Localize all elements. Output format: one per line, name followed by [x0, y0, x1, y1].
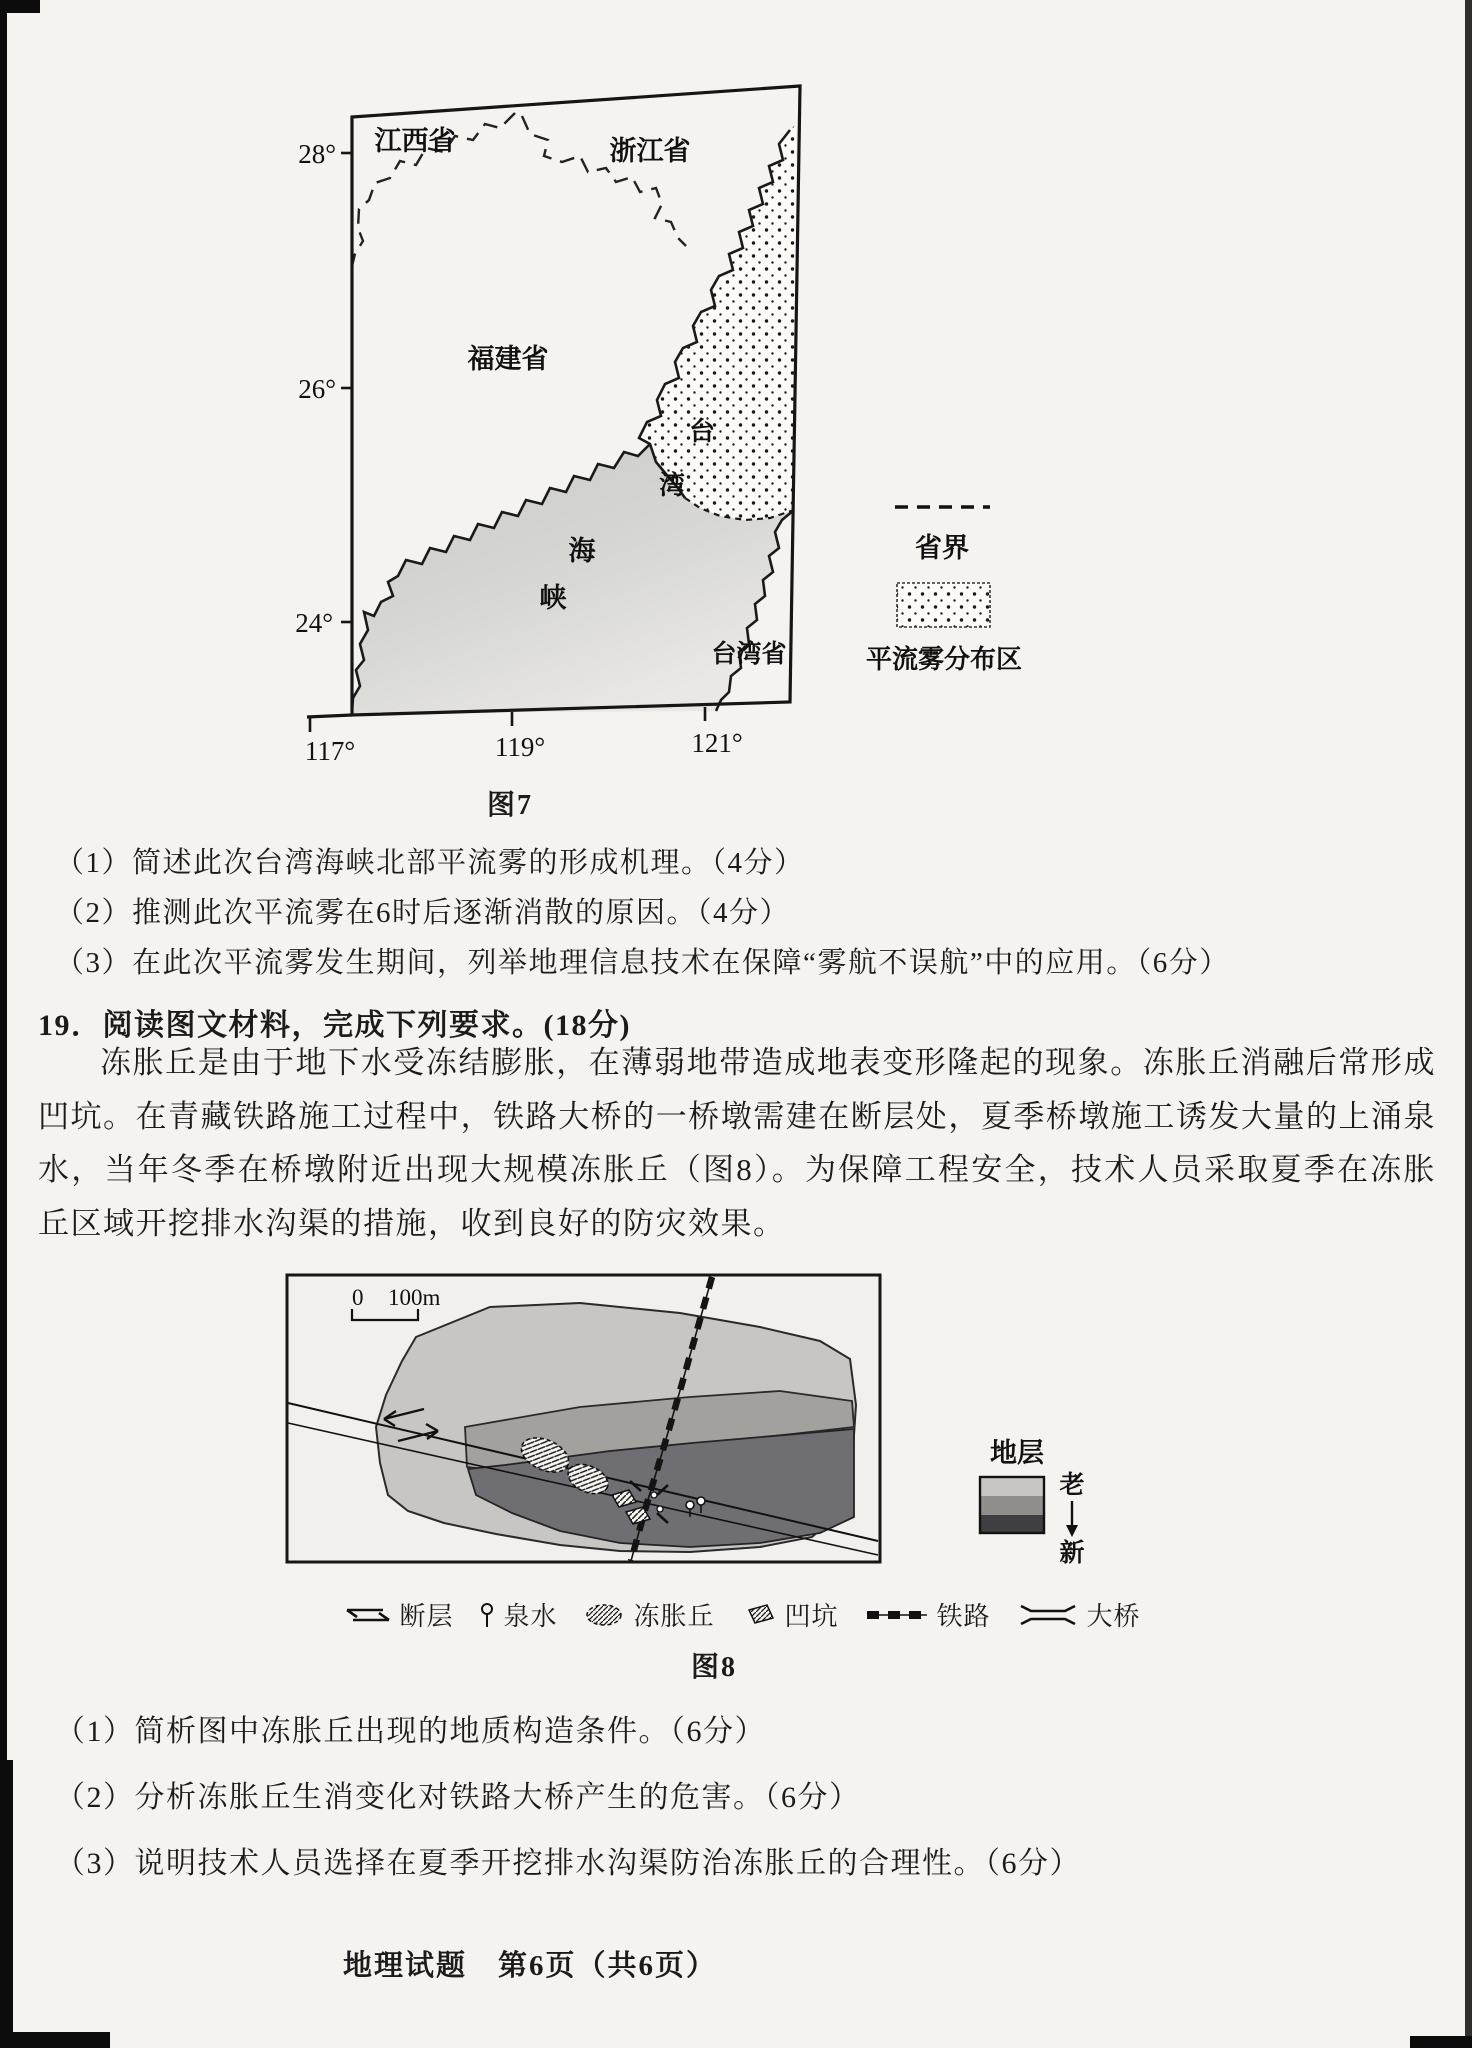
legend-label-frost-mound: 冻胀丘 — [633, 1602, 715, 1631]
legend-label-spring: 泉水 — [503, 1602, 558, 1631]
q19-item-3: （3）说明技术人员选择在夏季开挖排水沟渠防治冻胀丘的合理性。（6分） — [55, 1847, 1081, 1880]
legend-label-bridge: 大桥 — [1086, 1602, 1141, 1631]
label-jiangxi: 江西省 — [374, 126, 456, 156]
label-taiwan-province: 台湾省 — [711, 641, 787, 668]
strata-legend-old: 老 — [1059, 1472, 1085, 1499]
label-strait-xia: 峡 — [539, 583, 567, 613]
legend-boundary-label: 省界 — [915, 533, 969, 563]
q19-item-2: （2）分析冻胀丘生消变化对铁路大桥产生的危害。（6分） — [55, 1781, 861, 1814]
q18-item-1: （1）简述此次台湾海峡北部平流雾的形成机理。（4分） — [55, 847, 805, 879]
pit-icon — [741, 1602, 777, 1628]
legend-fog-sample — [897, 583, 990, 627]
frost-mound-icon — [583, 1601, 625, 1629]
scan-edge-left — [0, 0, 7, 2048]
scale-zero: 0 — [352, 1285, 364, 1310]
scan-edge-right — [1465, 0, 1472, 2048]
railway-icon — [865, 1607, 929, 1623]
legend-item-fault — [339, 1596, 453, 1633]
q19-passage: 冻胀丘是由于地下水受冻结膨胀，在薄弱地带造成地表变形隆起的现象。冻胀丘消融后常形成凹坑。在青藏铁路施工过程中，铁路大桥的一桥墩需建在断层处，夏季桥墩施工诱发大量的上涌泉水，当年冬季在桥墩附近出现大规模冻胀丘（图8）。为保障工程安全，技术人员采取夏季在冻胀丘区域开挖排水沟渠的措施，收到良好的防灾效果。 — [38, 1045, 1436, 1241]
legend-item-bridge — [1017, 1596, 1141, 1633]
spring-4 — [657, 1506, 663, 1512]
legend-item-frost-mound — [583, 1596, 714, 1633]
bottom-axis-overhang — [307, 715, 352, 717]
lon-label-119: 119° — [494, 732, 546, 762]
q18-item-2: （2）推测此次平流雾在6时后逐渐消散的原因。（4分） — [55, 897, 791, 929]
figure7-map — [230, 70, 1070, 770]
strata-legend-old-swatch — [980, 1477, 1044, 1496]
legend-fog-label: 平流雾分布区 — [865, 645, 1023, 674]
legend-label-railway: 铁路 — [936, 1602, 991, 1631]
scan-edge-topleft — [0, 0, 40, 13]
lon-label-121: 121° — [691, 728, 743, 758]
legend-label-fault: 断层 — [399, 1602, 454, 1631]
spring-3 — [651, 1492, 657, 1498]
scan-edge-bottomright — [1410, 2036, 1472, 2048]
figure8-caption: 图8 — [690, 1652, 737, 1683]
legend-item-spring — [479, 1596, 557, 1633]
lat-label-24: 24° — [295, 608, 333, 638]
lat-label-26: 26° — [298, 374, 336, 404]
bridge-icon — [1017, 1602, 1079, 1628]
label-strait-hai: 海 — [568, 536, 596, 566]
legend-item-railway — [865, 1596, 991, 1633]
strata-legend-title: 地层 — [990, 1438, 1044, 1468]
figure7-caption: 图7 — [486, 790, 533, 821]
spring-2 — [697, 1497, 705, 1505]
lat-label-28: 28° — [298, 139, 336, 169]
label-zhejiang: 浙江省 — [609, 136, 691, 166]
strata-legend-new-swatch — [980, 1515, 1044, 1533]
label-fujian: 福建省 — [467, 344, 549, 374]
fault-icon — [339, 1602, 391, 1628]
label-strait-tai: 台 — [688, 417, 716, 446]
strata-legend-arrowhead — [1066, 1525, 1078, 1537]
spring-icon — [479, 1601, 495, 1629]
q19-header: 19．阅读图文材料，完成下列要求。(18分) — [38, 1009, 631, 1042]
scan-edge-bottomleft — [0, 2032, 110, 2048]
figure8-map — [260, 1255, 1100, 1585]
q19-item-1: （1）简析图中冻胀丘出现的地质构造条件。（6分） — [55, 1715, 766, 1748]
scale-100m: 100m — [388, 1285, 441, 1310]
scan-edge-left-bottom — [0, 1760, 13, 2048]
strata-legend-new: 新 — [1059, 1540, 1085, 1567]
page-footer: 地理试题 第6页（共6页） — [342, 1950, 717, 1982]
label-strait-wan: 湾 — [658, 471, 686, 500]
strata-legend-mid-swatch — [980, 1496, 1044, 1515]
lon-label-117: 117° — [304, 736, 356, 766]
legend-label-pit: 凹坑 — [784, 1602, 839, 1631]
q18-item-3: （3）在此次平流雾发生期间，列举地理信息技术在保障“雾航不误航”中的应用。（6分） — [55, 947, 1230, 979]
legend-item-pit — [741, 1596, 839, 1633]
spring-1 — [686, 1501, 694, 1509]
figure8-symbol-legend — [160, 1596, 1320, 1633]
